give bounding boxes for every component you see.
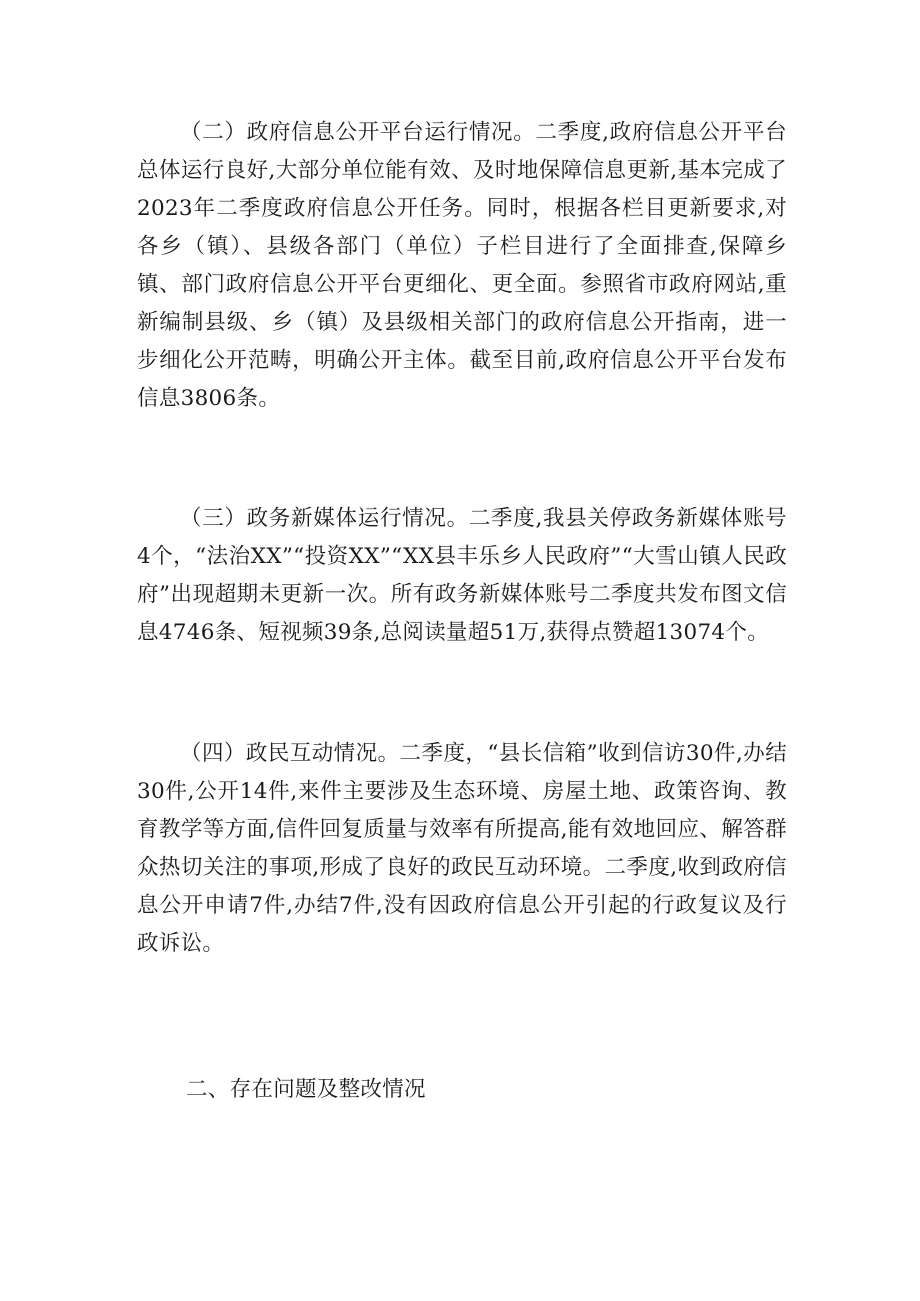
- paragraph-platform-operation: （二）政府信息公开平台运行情况。二季度,政府信息公开平台总体运行良好,大部分单位能有效、及时地保障信息更新,基本完成了2023年二季度政府信息公开任务。同时，根据各栏目更新要求,对各乡（镇）、县级各部门（单位）子栏目进行了全面排查,保障乡镇、部门政府信息公开平台更细化、更全面。参照省市政府网站,重新编制县级、乡（镇）及县级相关部门的政府信息公开指南，进一步细化公开范畴，明确公开主体。截至目前,政府信息公开平台发布信息3806条。: [137, 120, 787, 411]
- paragraph-citizen-interaction: （四）政民互动情况。二季度，“县长信箱”收到信访30件,办结30件,公开14件,来件主要涉及生态环境、房屋土地、政策咨询、教育教学等方面,信件回复质量与效率有所提高,能有效地回应、解答群众热切关注的事项,形成了良好的政民互动环境。二季度,收到政府信息公开申请7件,办结7件,没有因政府信息公开引起的行政复议及行政诉讼。: [137, 741, 787, 956]
- section-heading-problems: 二、存在问题及整改情况: [186, 1077, 426, 1102]
- paragraph-new-media-operation: （三）政务新媒体运行情况。二季度,我县关停政务新媒体账号4个，“法治XX”“投资XX”“XX县丰乐乡人民政府”“大雪山镇人民政府”出现超期未更新一次。所有政务新媒体账号二季度共发布图文信息4746条、短视频39条,总阅读量超51万,获得点赞超13074个。: [137, 506, 787, 645]
